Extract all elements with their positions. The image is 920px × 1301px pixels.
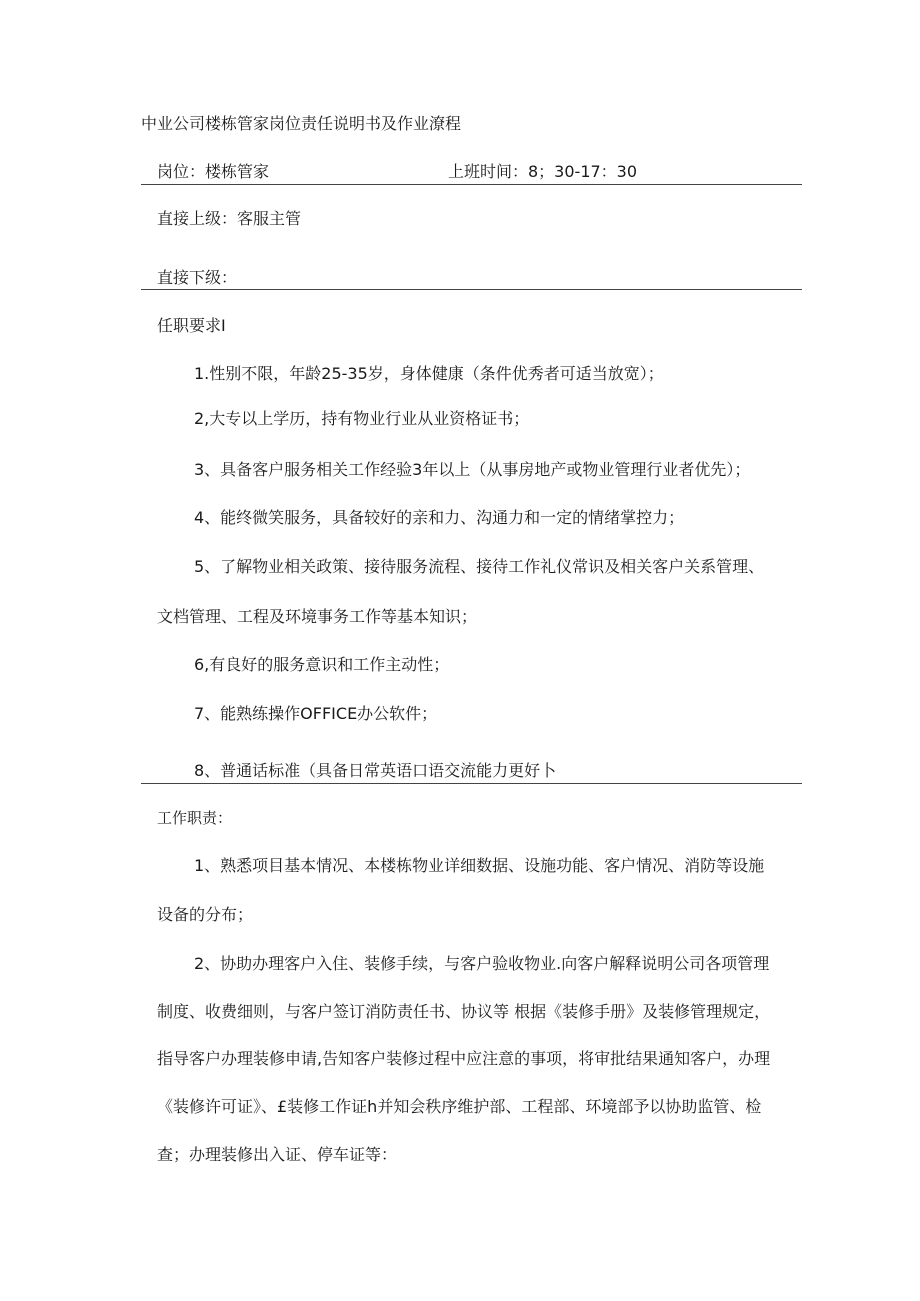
divider: [141, 289, 802, 290]
requirement-item: 4、能终微笑服务，具备较好的亲和力、沟通力和一定的情绪掌控力；: [194, 508, 685, 527]
duty-line: 设备的分布；: [157, 905, 254, 924]
duty-line: 1、熟悉项目基本情况、本楼栋物业详细数据、设施功能、客户情况、消防等设施: [194, 856, 765, 875]
requirement-item: 1.性别不限，年龄25-35岁，身体健康（条件优秀者可适当放宽）；: [194, 364, 664, 383]
requirement-item: 5、了解物业相关政策、接待服务流程、接待工作礼仪常识及相关客户关系管理、: [194, 557, 765, 576]
work-hours-label: 上班时间：8；30-17：30: [448, 162, 638, 181]
duty-line: 指导客户办理装修申请,告知客户装修过程中应注意的事项，将审批结果通知客户，办理: [157, 1049, 771, 1068]
requirement-item-continuation: 文档管理、工程及环境事务工作等基本知识；: [157, 607, 478, 626]
divider: [141, 783, 802, 784]
direct-superior-label: 直接上级：客服主管: [157, 209, 302, 228]
position-label: 岗位：楼栋管家: [157, 162, 270, 181]
requirement-item: 7、能熟练操作OFFICE办公软件；: [194, 704, 438, 723]
requirement-item: 2,大专以上学历，持有物业行业从业资格证书；: [194, 409, 530, 428]
duty-line: 制度、收费细则，与客户签订消防责任书、协议等 根据《装修手册》及装修管理规定，: [157, 1002, 771, 1021]
divider: [141, 184, 802, 185]
duties-heading: 工作职责：: [157, 809, 233, 827]
direct-subordinate-label: 直接下级：: [157, 268, 238, 287]
requirement-item: 3、具备客户服务相关工作经验3年以上（从事房地产或物业管理行业者优先）；: [194, 460, 751, 479]
requirements-heading: 任职要求I: [157, 316, 226, 335]
duty-line: 查；办理装修出入证、停车证等：: [157, 1145, 398, 1164]
duty-line: 2、协助办理客户入住、装修手续，与客户验收物业.向客户解释说明公司各项管理: [194, 954, 770, 973]
document-title: 中业公司楼栋管家岗位责任说明书及作业潦程: [141, 114, 462, 133]
requirement-item: 8、普通话标准（具备日常英语口语交流能力更好卜: [194, 761, 557, 780]
duty-line: 《装修许可证》、£装修工作证h并知会秩序维护部、工程部、环境部予以协助监管、检: [157, 1097, 762, 1116]
requirement-item: 6,有良好的服务意识和工作主动性；: [194, 655, 450, 674]
